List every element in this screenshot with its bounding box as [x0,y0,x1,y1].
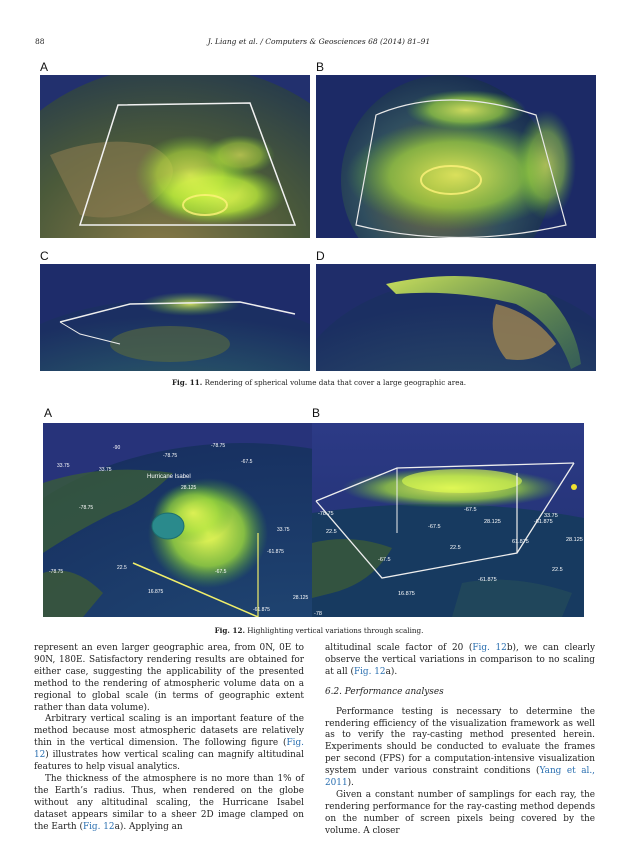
left-column [34,643,304,834]
paragraph [34,714,304,774]
fig12-caption-label: Fig. 12. [214,626,245,635]
fig11-panel-b [316,75,596,238]
text: altitudinal scale factor of 20 ( [325,643,473,653]
section-title: 6.2. Performance analyses [325,686,444,697]
fig12b-num: -78.75 [318,511,334,517]
paragraph [34,774,304,834]
text: ), we can clearly observe the vertical variations in comparison to no scaling at all ( [325,643,595,677]
fig12b-num: 28.125 [484,519,501,525]
citation-link[interactable]: Yang et al., 2011 [325,766,596,789]
hurricane-label: Hurricane Isabel [147,474,191,480]
fig12-caption [0,626,638,635]
fig12a-num: -90 [113,445,121,451]
fig12a-num: 33.75 [57,463,70,469]
figure-link[interactable]: Fig. 12 [472,643,507,653]
fig12-panel-b [312,423,584,617]
fig12-panel-b-render [312,423,584,617]
fig12b-num: -78 [314,611,322,617]
paragraph: Given a constant number of samplings for each ray, the rendering performance for the ray-casting method depends on the number of screen pixels being covered by the volume. A closer [325,789,595,836]
paragraph [325,643,595,679]
fig12-panel-a-render [43,423,312,617]
fig12a-num: -78.75 [79,505,94,511]
text: The thickness of the atmosphere is no more than 1% of the Earth’s radius. Thus, when rendered on the globe without any altitudinal scaling, the Hurricane Isabel dataset appears similar to a sheer 2D image clamped on the Earth ( [34,773,304,832]
paragraph [325,707,595,790]
figure-link[interactable]: Fig. 12 [34,738,304,761]
text: Performance testing is necessary to determine the rendering efficiency of the visualization framework as well as to verify the ray-casting method presented herein. Experiments should be conducted to evaluate the frames per second (FPS) for a computation-intensive visualization system under various constraint conditions ( [325,706,595,777]
fig12b-num: 22.5 [450,545,461,551]
text: ). Applying an [119,821,183,832]
fig12a-num: 22.5 [117,565,127,571]
fig12a-num: -67.5 [215,569,227,575]
journal-citation: J. Liang et al. / Computers & Geosciences 68 (2014) 81–91 [207,37,431,46]
fig11-caption [0,378,638,387]
text: a [114,821,120,832]
fig12a-num: -67.5 [241,459,253,465]
fig12-caption-text: Highlighting vertical variations through scaling. [244,626,424,635]
paragraph [34,643,304,714]
text: b [506,643,513,653]
fig12b-num: 22.5 [552,567,563,573]
fig12b-num: 33.75 [544,513,558,519]
fig11-label-a: A [40,60,49,74]
fig12a-num: 33.75 [277,527,290,533]
text: represent an even larger geographic area, from 0N, 0E to 90N, 180E. Satisfactory rendering results are obtained for either case, suggesting the applicability of the presented method to the rendering of atmospheric volume data on a regional to global scale (in terms of geographic extent rather than data volume). [34,643,304,713]
fig12b-num: -67.5 [428,524,441,530]
fig12b-num: 22.5 [326,529,337,535]
figure-link[interactable]: Fig. 12 [82,821,115,832]
right-column [325,643,595,838]
fig11-label-d: D [316,249,325,263]
fig12b-num: -67.5 [378,557,391,563]
fig12-label-a: A [44,406,53,420]
fig12a-num: -61.875 [267,549,284,555]
text: ) illustrates how vertical scaling can magnify altitudinal features to help visual analytics. [34,750,304,773]
text: ). [390,666,398,677]
fig12a-num: 33.75 [99,467,112,473]
figure-link[interactable]: Fig. 12 [353,666,386,677]
fig12a-num: -78.75 [163,453,178,459]
fig12a-num: -78.75 [49,569,64,575]
fig12b-num: -61.875 [478,577,497,583]
fig12b-num: 28.125 [566,537,583,543]
fig12b-num: 61.875 [512,539,529,545]
fig12a-num: -78.75 [211,443,226,449]
fig12b-num: -61.875 [534,519,553,525]
fig12-label-b: B [312,406,321,420]
fig12b-num: 16.875 [398,591,415,597]
fig12a-num: 16.875 [148,589,164,595]
page-number: 88 [35,37,45,46]
fig11-label-c: C [40,249,49,263]
fig12a-num: -61.875 [253,607,270,613]
running-header [0,37,638,51]
fig12a-num: 28.125 [181,485,197,491]
text: ). [347,778,354,789]
text: Arbitrary vertical scaling is an important feature of the method because most atmospheric datasets are relatively thin in the vertical dimension. The following figure ( [34,714,304,749]
fig11-caption-label: Fig. 11. [171,378,203,387]
fig11-panel-c [40,264,310,371]
fig12b-num: -67.5 [464,507,477,513]
fig11-panel-d [316,264,596,371]
text: a [385,666,391,677]
fig12a-num: 28.125 [293,595,309,601]
fig11-panel-a [40,75,310,238]
fig12-panel-a [43,423,312,617]
fig11-label-b: B [316,60,325,74]
fig11-caption-text: Rendering of spherical volume data that cover a large geographic area. [202,378,467,387]
